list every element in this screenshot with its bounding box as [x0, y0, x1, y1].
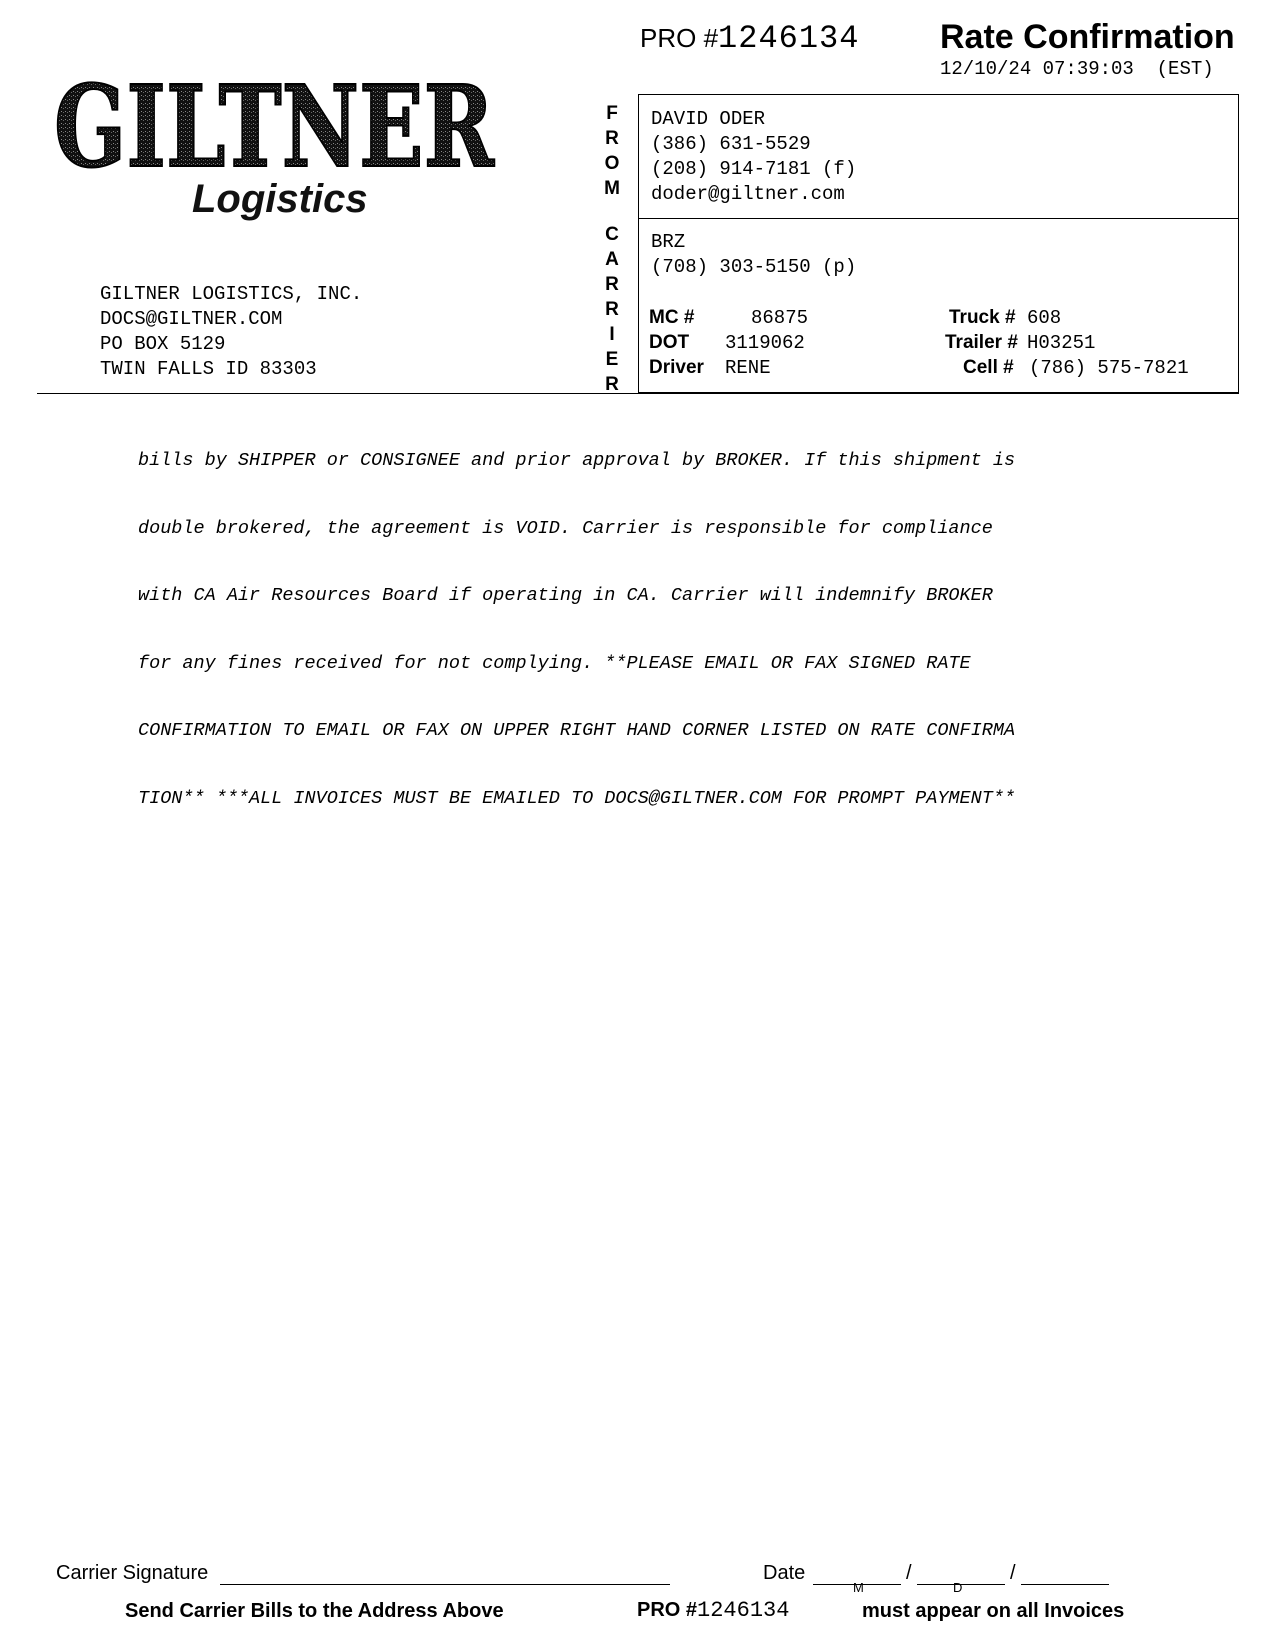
must-appear-note: must appear on all Invoices [862, 1600, 1125, 1622]
terms-line: double brokered, the agreement is VOID. Carrier is responsible for compliance [138, 517, 993, 539]
from-fax: (208) 914-7181 (f) [651, 158, 857, 180]
driver-value: RENE [725, 357, 771, 379]
logo-graphic [48, 62, 508, 222]
carrier-letter: R [605, 274, 619, 295]
carrier-letter: R [605, 374, 619, 395]
logo-brand-text: GILTNER [54, 62, 495, 193]
carrier-letter: R [605, 299, 619, 320]
footer-pro-number: 1246134 [697, 1598, 790, 1623]
logo-sub-text: Logistics [192, 177, 368, 221]
signature-line[interactable] [220, 1584, 670, 1585]
trailer-value: H03251 [1027, 332, 1096, 354]
carrier-phone: (708) 303-5150 (p) [651, 256, 857, 278]
company-address [100, 282, 362, 382]
timestamp [940, 58, 1214, 80]
from-letter: O [604, 153, 620, 174]
from-email: doder@giltner.com [651, 183, 845, 205]
from-letter: F [606, 103, 618, 124]
terms-line: with CA Air Resources Board if operating in CA. Carrier will indemnify BROKER [138, 585, 993, 606]
trailer-label: Trailer # [945, 332, 1018, 353]
carrier-box [638, 218, 1239, 393]
from-box [638, 94, 1239, 219]
company-city: TWIN FALLS ID 83303 [100, 358, 317, 380]
company-email: DOCS@GILTNER.COM [100, 308, 283, 330]
truck-label: Truck # [949, 307, 1016, 328]
signature-label: Carrier Signature [56, 1562, 209, 1584]
date-day-label: D [953, 1580, 963, 1595]
footer-pro-label: PRO # [637, 1599, 698, 1621]
header-divider [37, 393, 1239, 394]
date-month-label: M [853, 1580, 864, 1595]
terms-text [138, 405, 1148, 833]
from-name: DAVID ODER [651, 108, 766, 130]
company-name: GILTNER LOGISTICS, INC. [100, 283, 363, 305]
timezone: (EST) [1156, 58, 1214, 80]
truck-value: 608 [1027, 307, 1062, 329]
from-phone: (386) 631-5529 [651, 133, 811, 155]
timestamp-value: 12/10/24 07:39:03 [940, 58, 1134, 80]
date-label: Date [763, 1562, 806, 1584]
send-bills-note: Send Carrier Bills to the Address Above [125, 1600, 504, 1622]
footer-pro [637, 1598, 789, 1623]
date-separator: / [906, 1562, 912, 1584]
terms-line: bills by SHIPPER or CONSIGNEE and prior approval by BROKER. If this shipment is [138, 450, 1016, 471]
pro-number: 1246134 [718, 20, 860, 57]
pro-label: PRO # [640, 23, 719, 53]
cell-value: (786) 575-7821 [1029, 357, 1189, 379]
terms-line: TION** ***ALL INVOICES MUST BE EMAILED TO DOCS@GILTNER.COM FOR PROMPT PAYMENT** [138, 787, 1016, 809]
carrier-letter: A [605, 249, 619, 270]
pro-header [640, 20, 859, 57]
company-po-box: PO BOX 5129 [100, 333, 226, 355]
carrier-vertical-label [602, 222, 622, 397]
from-letter: M [604, 178, 620, 199]
driver-label: Driver [649, 357, 704, 378]
from-vertical-label [602, 101, 622, 201]
mc-value: 86875 [751, 307, 809, 329]
page-title: Rate Confirmation [940, 18, 1235, 56]
cell-label: Cell # [963, 357, 1014, 378]
giltner-logo [48, 62, 508, 222]
terms-line: for any fines received for not complying. **PLEASE EMAIL OR FAX SIGNED RATE [138, 652, 971, 674]
dot-label: DOT [649, 332, 690, 353]
carrier-letter: E [605, 349, 619, 370]
mc-label: MC # [649, 307, 695, 328]
carrier-letter: I [609, 324, 615, 345]
carrier-name: BRZ [651, 231, 686, 253]
date-separator: / [1010, 1562, 1016, 1584]
date-year-line[interactable] [1021, 1584, 1109, 1585]
from-letter: R [605, 128, 619, 149]
dot-value: 3119062 [725, 332, 805, 354]
terms-line: CONFIRMATION TO EMAIL OR FAX ON UPPER RIGHT HAND CORNER LISTED ON RATE CONFIRMA [138, 720, 1016, 741]
carrier-letter: C [605, 224, 619, 245]
